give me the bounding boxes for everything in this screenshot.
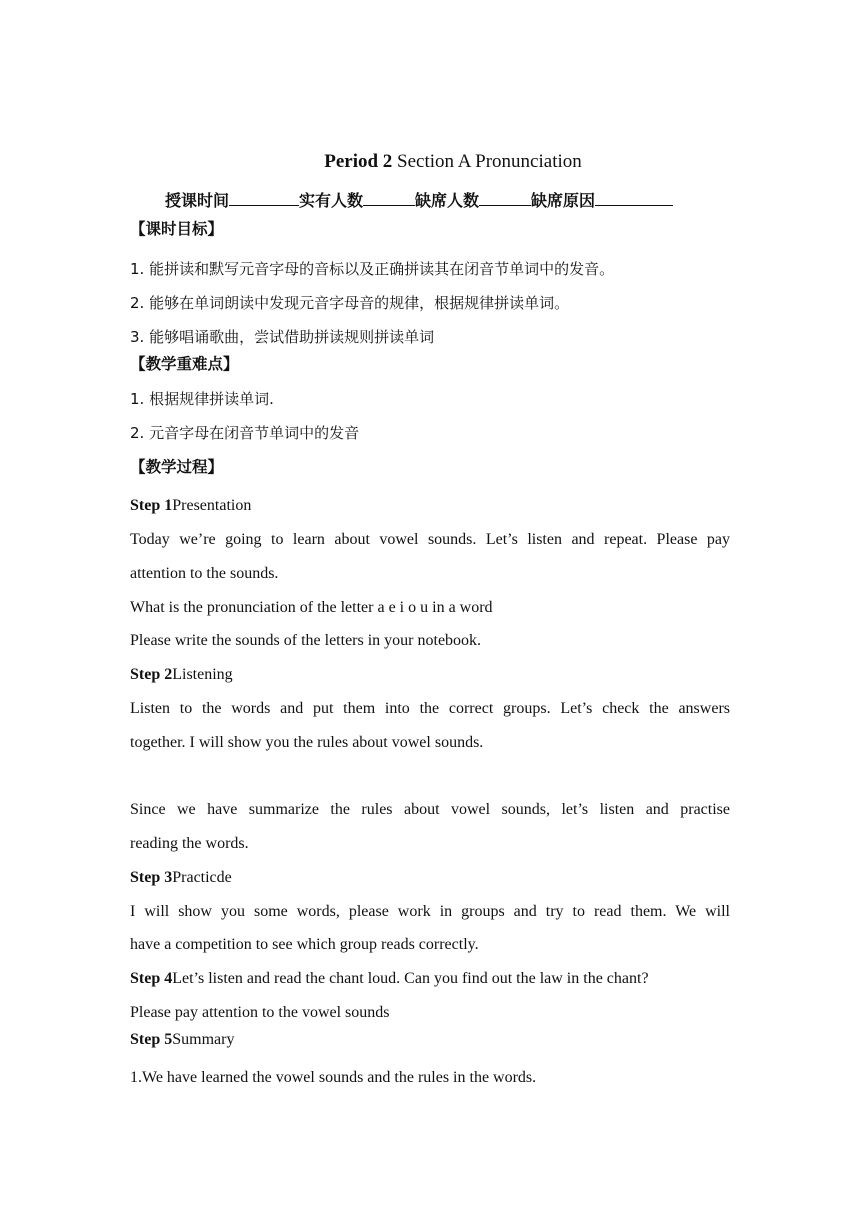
step2-title: Listening xyxy=(172,666,233,683)
step1-line4: Please write the sounds of the letters in your notebook. xyxy=(130,632,482,649)
objective-item-3: 3. 能够唱诵歌曲，尝试借助拼读规则拼读单词 xyxy=(130,328,435,346)
title-bold: Period 2 xyxy=(324,151,393,172)
step2-line4: reading the words. xyxy=(130,835,249,852)
label-class-time: 授课时间 xyxy=(165,191,230,210)
step2-label: Step 2 xyxy=(130,666,173,683)
step2-line3: Since we have summarize the rules about vowel sounds, let’s listen and practise xyxy=(130,801,730,818)
step3-line1: I will show you some words, please work in groups and try to read them. We will xyxy=(130,903,730,920)
step1-title: Presentation xyxy=(172,497,252,514)
step1-heading xyxy=(130,495,730,517)
key-point-item-1: 1. 根据规律拼读单词. xyxy=(130,390,274,408)
document-title xyxy=(0,150,860,174)
step2-heading xyxy=(130,664,730,686)
step1-label: Step 1 xyxy=(130,497,173,514)
objective-item-1: 1. 能拼读和默写元音字母的音标以及正确拼读其在闭音节单词中的发音。 xyxy=(130,260,615,278)
step3-label: Step 3 xyxy=(130,869,173,886)
step5-title: Summary xyxy=(172,1031,235,1048)
label-absent-count: 缺席人数 xyxy=(415,191,480,210)
class-info-line xyxy=(165,190,673,212)
step4-heading xyxy=(130,968,730,990)
key-point-item-2: 2. 元音字母在闭音节单词中的发音 xyxy=(130,424,360,442)
step1-line3: What is the pronunciation of the letter a e i o u in a word xyxy=(130,599,493,616)
blank-attendance[interactable] xyxy=(363,191,415,206)
objectives-heading: 【课时目标】 xyxy=(130,220,224,238)
objective-item-2: 2. 能够在单词朗读中发现元音字母音的规律，根据规律拼读单词。 xyxy=(130,294,570,312)
label-attendance: 实有人数 xyxy=(299,191,364,210)
key-points-heading: 【教学重难点】 xyxy=(130,355,239,373)
step3-line2: have a competition to see which group reads correctly. xyxy=(130,936,479,953)
label-absent-reason: 缺席原因 xyxy=(531,191,596,210)
blank-absent-count[interactable] xyxy=(479,191,531,206)
step3-heading xyxy=(130,867,730,889)
process-heading: 【教学过程】 xyxy=(130,458,224,476)
step3-title: Practicde xyxy=(172,869,232,886)
step5-label: Step 5 xyxy=(130,1031,173,1048)
step5-heading xyxy=(130,1029,730,1051)
step5-line1: 1.We have learned the vowel sounds and the rules in the words. xyxy=(130,1069,537,1086)
step4-title: Let’s listen and read the chant loud. Can you find out the law in the chant? xyxy=(172,970,649,987)
blank-class-time[interactable] xyxy=(229,191,299,206)
step2-line1: Listen to the words and put them into the correct groups. Let’s check the answers xyxy=(130,700,730,717)
step2-line2: together. I will show you the rules about vowel sounds. xyxy=(130,734,484,751)
step4-line1: Please pay attention to the vowel sounds xyxy=(130,1004,390,1021)
step4-label: Step 4 xyxy=(130,970,173,987)
step1-line2: attention to the sounds. xyxy=(130,565,279,582)
blank-absent-reason[interactable] xyxy=(595,191,673,206)
title-rest: Section A Pronunciation xyxy=(392,151,582,172)
step1-line1: Today we’re going to learn about vowel sounds. Let’s listen and repeat. Please pay xyxy=(130,531,730,548)
